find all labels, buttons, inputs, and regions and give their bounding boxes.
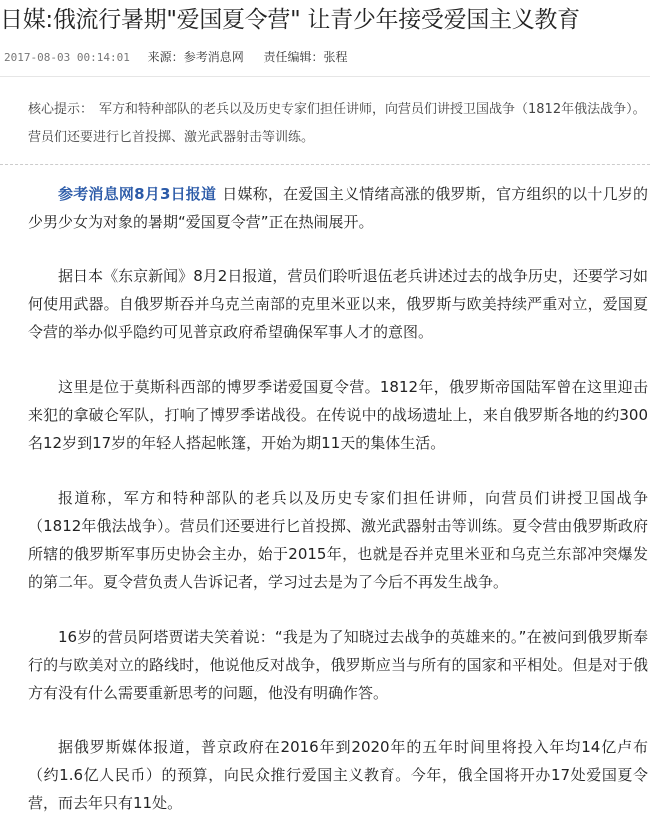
article-meta [4, 48, 654, 67]
article-paragraph-6: 据俄罗斯媒体报道，普京政府在2016年到2020年的五年时间里将投入年均14亿卢布（约1.6亿人民币）的预算，向民众推行爱国主义教育。今年，俄全国将开办17处爱国夏令营，而去年只有11处。 [28, 738, 648, 812]
summary-box [28, 96, 646, 152]
lead-source-link[interactable]: 参考消息网 [58, 185, 135, 203]
article-paragraph-2: 据日本《东京新闻》8月2日报道，营员们聆听退伍老兵讲述过去的战争历史，还要学习如何使用武器。自俄罗斯吞并乌克兰南部的克里米亚以来，俄罗斯与欧美持续严重对立，爱国夏令营的举办似乎隐约可见普京政府希望确保军事人才的意图。 [28, 267, 648, 341]
source-label: 来源： [147, 50, 184, 64]
editor-name: 张程 [323, 50, 348, 64]
lead-dateline: 8月3日报道 [134, 185, 217, 203]
article-title: 日媒:俄流行暑期"爱国夏令营" 让青少年接受爱国主义教育 [0, 7, 580, 33]
publish-date: 2017-08-03 00:14:01 [4, 51, 130, 64]
article-paragraph-4: 报道称，军方和特种部队的老兵以及历史专家们担任讲师，向营员们讲授卫国战争（1812年俄法战争）。营员们还要进行匕首投掷、激光武器射击等训练。夏令营由俄罗斯政府所辖的俄罗斯军事历史协会主办，始于2015年，也就是吞并克里米亚和乌克兰东部冲突爆发的第二年。夏令营负责人告诉记者，学习过去是为了今后不再发生战争。 [28, 489, 648, 591]
article-paragraph-1 [28, 180, 648, 236]
summary-text: 军方和特种部队的老兵以及历史专家们担任讲师，向营员们讲授卫国战争（1812年俄法战争）。营员们还要进行匕首投掷、激光武器射击等训练。 [28, 102, 646, 145]
editor-label: 责任编辑： [263, 50, 324, 64]
summary-label: 核心提示： [28, 102, 94, 117]
header-rule [0, 76, 650, 77]
paragraph-1-text: 日媒称，在爱国主义情绪高涨的俄罗斯，官方组织的以十几岁的少男少女为对象的暑期“爱国夏令营”正在热闹展开。 [28, 185, 648, 231]
source-name: 参考消息网 [183, 50, 244, 64]
summary-divider [0, 164, 650, 166]
article-paragraph-5: 16岁的营员阿塔贾诺夫笑着说：“我是为了知晓过去战争的英雄来的。”在被问到俄罗斯奉行的与欧美对立的路线时，他说他反对战争，俄罗斯应当与所有的国家和平相处。但是对于俄方有没有什么需要重新思考的问题，他没有明确作答。 [28, 628, 648, 702]
article-paragraph-3: 这里是位于莫斯科西部的博罗季诺爱国夏令营。1812年，俄罗斯帝国陆军曾在这里迎击来犯的拿破仑军队，打响了博罗季诺战役。在传说中的战场遗址上，来自俄罗斯各地的约300名12岁到17岁的年轻人搭起帐篷，开始为期11天的集体生活。 [28, 378, 648, 452]
